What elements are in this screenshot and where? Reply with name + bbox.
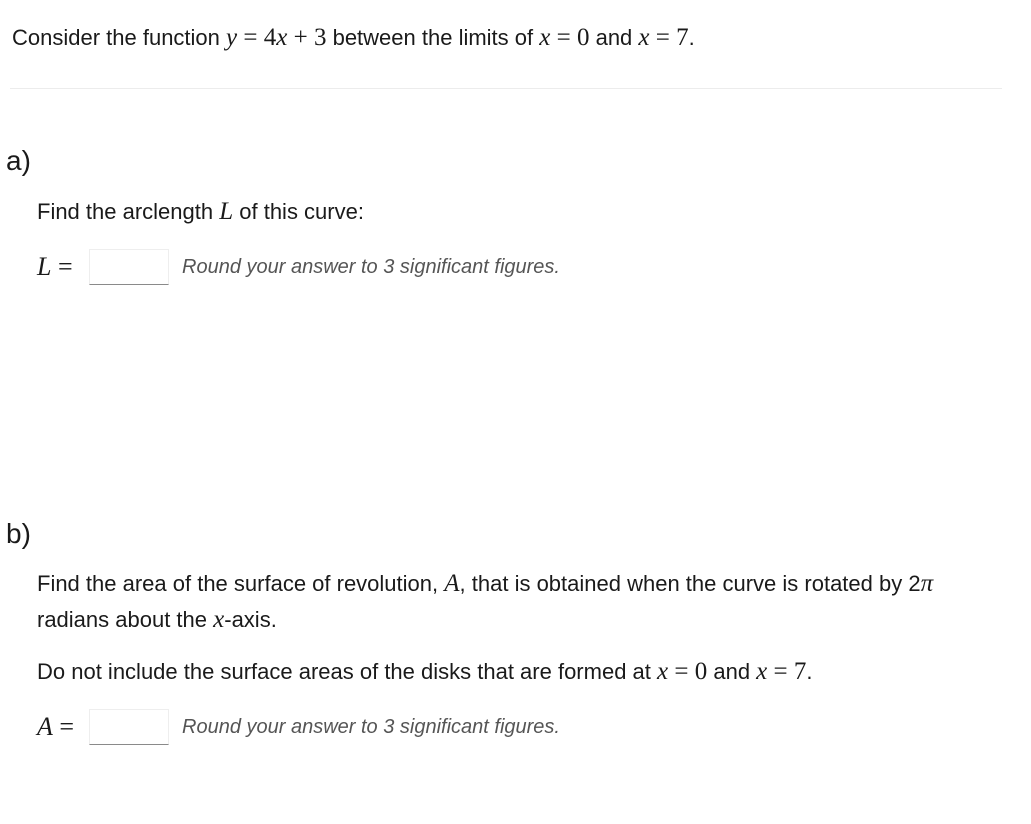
part-b-note: Do not include the surface areas of the disks that are formed at x = 0 and x = 7. [37,658,813,685]
intro-text: Consider the function [12,25,227,50]
math-expression: y = 4x + 3 [226,24,327,51]
answer-variable: A = [37,712,75,741]
surface-area-answer-input[interactable] [89,709,169,745]
answer-variable: L = [37,252,73,281]
part-b-prompt-line2: radians about the x-axis. [37,606,277,633]
rounding-hint: Round your answer to 3 significant figures. [182,715,560,738]
math-expression: x = 7 [638,24,689,51]
rounding-hint: Round your answer to 3 significant figures. [182,255,560,278]
part-a-label: a) [6,145,31,176]
math-expression: x = 0 [539,24,590,51]
part-b-answer-row [37,707,560,747]
intro-text: between the limits of [326,25,540,50]
arclength-answer-input[interactable] [89,249,169,285]
problem-statement: Consider the function y = 4x + 3 between the limits of x = 0 and x = 7. [12,24,695,51]
part-a-answer-row [37,247,560,287]
divider [10,88,1002,89]
part-b-prompt: Find the area of the surface of revolution, A, that is obtained when the curve is rotated by 2π [37,570,934,597]
part-b-label: b) [6,518,31,549]
intro-text: and [589,25,639,50]
part-a-prompt: Find the arclength L of this curve: [37,198,364,225]
